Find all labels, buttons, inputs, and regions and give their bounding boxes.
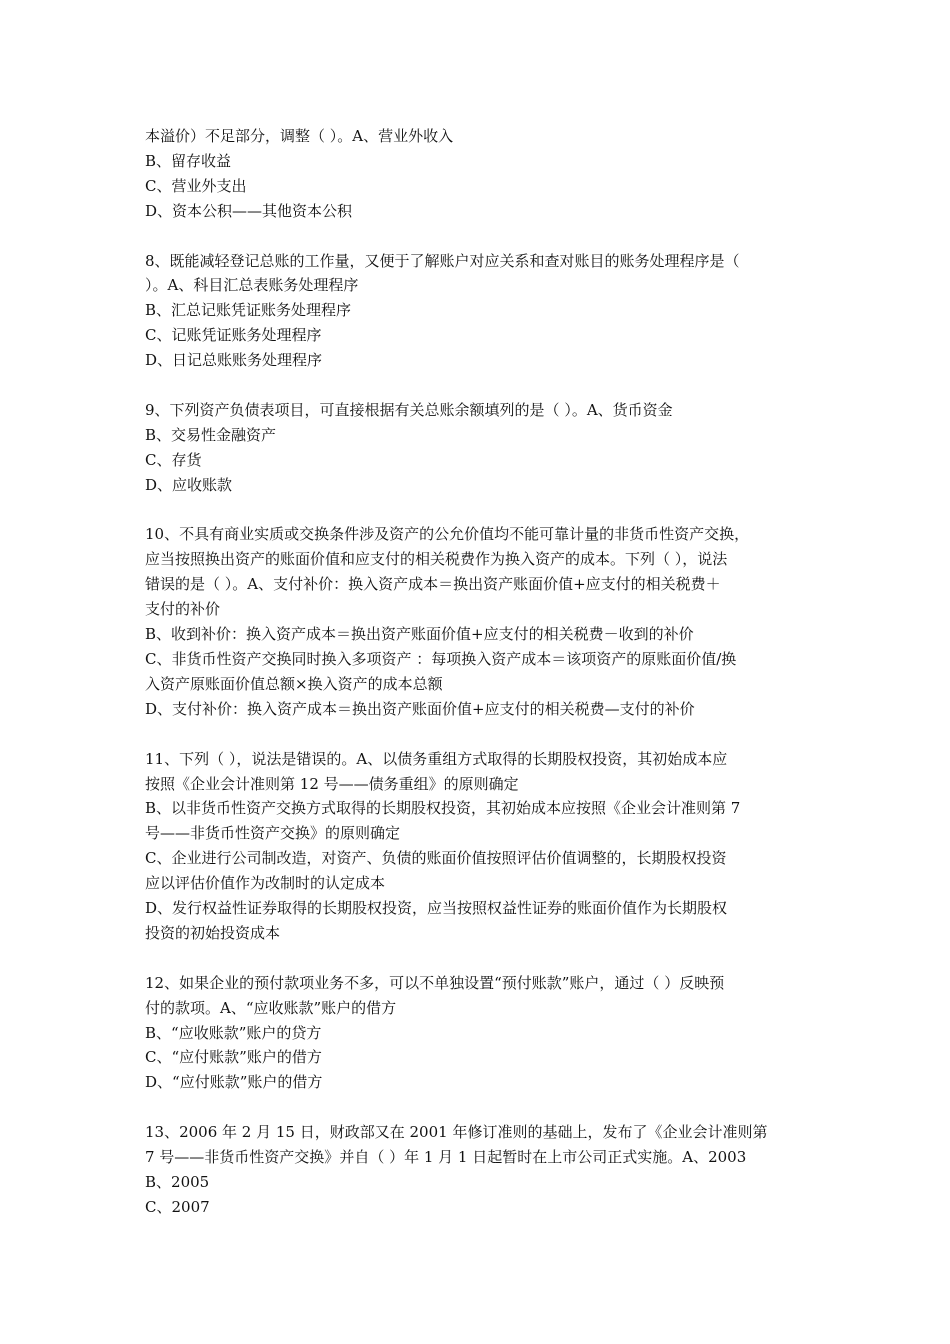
question-12-option-b: B、“应收账款”账户的贷方 [145,1023,322,1042]
question-13-stem-option-a: 7 号——非货币性资产交换》并自（ ）年 1 月 1 日起暂时在上市公司正式实施。A、2003 [145,1148,747,1167]
question-8-stem: 8、既能减轻登记总账的工作量，又便于了解账户对应关系和查对账目的账务处理程序是（ [145,251,740,270]
question-7-option-b: B、留存收益 [145,151,232,170]
question-11 [145,747,810,946]
question-10 [145,522,810,721]
question-11-stem-option-a: 11、下列（ ），说法是错误的。A、以债务重组方式取得的长期股权投资，其初始成本应 [145,749,728,768]
question-7-continuation [145,124,810,224]
question-9-option-d: D、应收账款 [145,475,233,494]
question-11-option-a-tail: 按照《企业会计准则第 12 号——债务重组》的原则确定 [145,774,519,793]
question-12-option-d: D、“应付账款”账户的借方 [145,1073,323,1092]
question-12-option-c: C、“应付账款”账户的借方 [145,1048,322,1067]
question-8-option-b: B、汇总记账凭证账务处理程序 [145,301,352,320]
question-9-option-c: C、存货 [145,450,202,469]
question-13-option-b: B、2005 [145,1172,210,1191]
question-13-option-c: C、2007 [145,1197,210,1216]
question-7-option-d: D、资本公积——其他资本公积 [145,201,353,220]
blank-line [145,373,810,398]
question-11-option-c: C、企业进行公司制改造，对资产、负债的账面价值按照评估价值调整的，长期股权投资 [145,849,727,868]
question-9-stem: 9、下列资产负债表项目，可直接根据有关总账余额填列的是（ ）。A、货币资金 [145,400,673,419]
question-7-option-c: C、营业外支出 [145,176,247,195]
question-10-option-a-tail: 支付的补价 [145,600,221,619]
question-8-stem-option-a: ）。A、科目汇总表账务处理程序 [145,276,359,295]
question-8-option-c: C、记账凭证账务处理程序 [145,326,322,345]
question-10-option-c-tail: 入资产原账面价值总额×换入资产的成本总额 [145,674,443,693]
blank-line [145,722,810,747]
question-9-option-b: B、交易性金融资产 [145,425,277,444]
question-11-option-b-tail: 号——非货币性资产交换》的原则确定 [145,824,401,843]
question-10-option-b: B、收到补价：换入资产成本＝换出资产账面价值+应支付的相关税费－收到的补价 [145,625,694,644]
document-body [145,124,810,1220]
blank-line [145,224,810,249]
question-11-option-d: D、发行权益性证券取得的长期股权投资，应当按照权益性证券的账面价值作为长期股权 [145,899,728,918]
question-8 [145,249,810,374]
question-12 [145,971,810,1096]
question-11-option-d-tail: 投资的初始投资成本 [145,923,281,942]
question-12-stem-option-a: 付的款项。A、“应收账款”账户的借方 [145,998,397,1017]
question-13-stem: 13、2006 年 2 月 15 日，财政部又在 2001 年修订准则的基础上，发布了《企业会计准则第 [145,1123,768,1142]
question-11-option-c-tail: 应以评估价值作为改制时的认定成本 [145,874,386,893]
question-10-option-c: C、非货币性资产交换同时换入多项资产 ：每项换入资产成本＝该项资产的原账面价值/换 [145,649,737,668]
question-10-stem-option-a: 错误的是（ ）。A、支付补价：换入资产成本＝换出资产账面价值+应支付的相关税费＋ [145,575,721,594]
question-10-stem-line-1: 10、不具有商业实质或交换条件涉及资产的公允价值均不能可靠计量的非货币性资产交换， [145,525,750,544]
question-8-option-d: D、日记总账账务处理程序 [145,351,323,370]
question-11-option-b: B、以非货币性资产交换方式取得的长期股权投资，其初始成本应按照《企业会计准则第 7 [145,799,741,818]
blank-line [145,946,810,971]
question-10-option-d: D、支付补价：换入资产成本＝换出资产账面价值+应支付的相关税费—支付的补价 [145,699,695,718]
blank-line [145,498,810,523]
question-13 [145,1120,810,1220]
blank-line [145,1095,810,1120]
question-9 [145,398,810,498]
question-10-stem-line-2: 应当按照换出资产的账面价值和应支付的相关税费作为换入资产的成本。下列（ ），说法 [145,550,728,569]
question-7-stem-tail: 本溢价）不足部分，调整（ ）。A、营业外收入 [145,127,454,145]
question-12-stem: 12、如果企业的预付款项业务不多，可以不单独设置“预付账款”账户，通过（ ）反映预 [145,973,725,992]
